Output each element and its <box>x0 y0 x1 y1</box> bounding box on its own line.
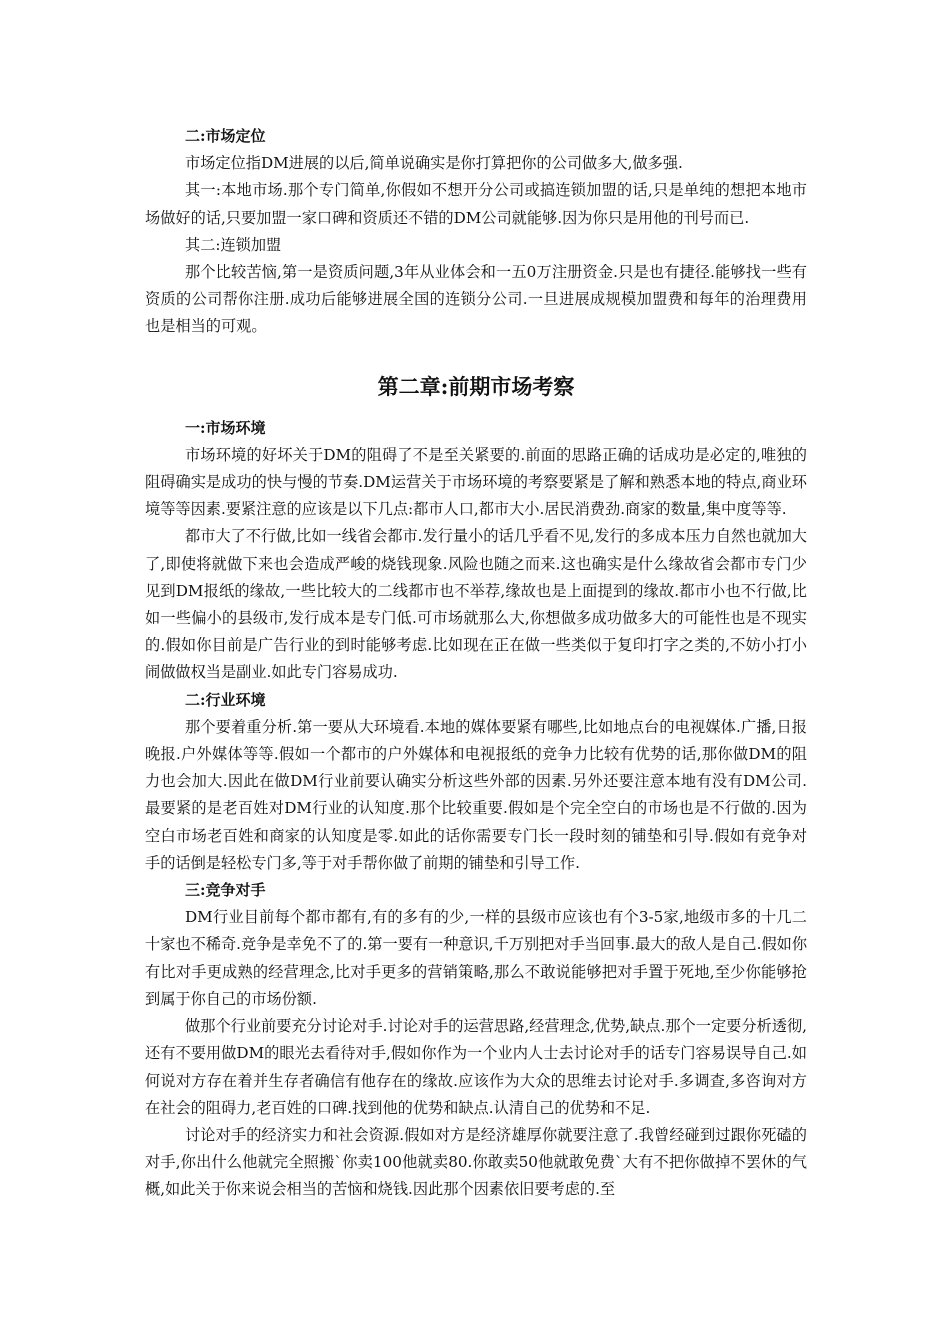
chapter-title: 第二章:前期市场考察 <box>377 373 575 399</box>
paragraph: 做那个行业前要充分讨论对手.讨论对手的运营思路,经营理念,优势,缺点.那个一定要分析透彻,还有不要用做DM的眼光去看待对手,假如你作为一个业内人士去讨论对手的话专门容易误导自己.如何说对方存在着并生存者确信有他存在的缘故.应该作为大众的思维去讨论对手.多调查,多咨询对方在社会的阻碍力,老百姓的口碑.找到他的优势和缺点.认清自己的优势和不足. <box>145 1017 807 1117</box>
document-page <box>145 123 807 1204</box>
section-heading-market-positioning: 二:市场定位 <box>185 127 266 145</box>
paragraph: 其二:连锁加盟 <box>185 235 282 254</box>
paragraph: 那个要着重分析.第一要从大环境看.本地的媒体要紧有哪些,比如地点台的电视媒体.广播,日报晚报.户外媒体等等.假如一个都市的户外媒体和电视报纸的竞争力比较有优势的话,那你做DM的阻力也会加大.因此在做DM行业前要认确实分析这些外部的因素.另外还要注意本地有没有DM公司.最要紧的是老百姓对DM行业的认知度.那个比较重要.假如是个完全空白的市场也是不行做的.因为空白市场老百姓和商家的认知度是零.如此的话你需要专门长一段时刻的铺垫和引导.假如有竞争对手的话倒是轻松专门多,等于对手帮你做了前期的铺垫和引导工作. <box>145 717 807 872</box>
paragraph: 市场定位指DM进展的以后,简单说确实是你打算把你的公司做多大,做多强. <box>185 154 683 173</box>
paragraph: 那个比较苦恼,第一是资质问题,3年从业体会和一五0万注册资金.只是也有捷径.能够找一些有资质的公司帮你注册.成功后能够进展全国的连锁分公司.一旦进展成规模加盟费和每年的治理费用也是相当的可观。 <box>145 263 807 336</box>
paragraph: DM行业目前每个都市都有,有的多有的少,一样的县级市应该也有个3-5家,地级市多的十几二十家也不稀奇.竞争是幸免不了的.第一要有一种意识,千万别把对手当回事.最大的敌人是自己.假如你有比对手更成熟的经营理念,比对手更多的营销策略,那么不敢说能够把对手置于死地,至少你能够抢到属于你自己的市场份额. <box>145 908 808 1008</box>
section-heading-market-environment: 一:市场环境 <box>185 418 266 437</box>
paragraph: 其一:本地市场.那个专门简单,你假如不想开分公司或搞连锁加盟的话,只是单纯的想把本地市场做好的话,只要加盟一家口碑和资质还不错的DM公司就能够.因为你只是用他的刊号而已. <box>145 181 807 227</box>
section-heading-industry-environment: 二:行业环境 <box>185 690 266 709</box>
paragraph: 市场环境的好坏关于DM的阻碍了不是至关紧要的.前面的思路正确的话成功是必定的,唯独的阻碍确实是成功的快与慢的节奏.DM运营关于市场环境的考察要紧是了解和熟悉本地的特点,商业环境等等因素.要紧注意的应该是以下几点:都市人口,都市大小.居民消费劲.商家的数量,集中度等等. <box>145 445 807 519</box>
paragraph: 讨论对手的经济实力和社会资源.假如对方是经济雄厚你就要注意了.我曾经碰到过跟你死磕的对手,你出什么他就完全照搬`你卖100他就卖80.你敢卖50他就敢免费`大有不把你做掉不罢休的气概,如此关于你来说会相当的苦恼和烧钱.因此那个因素依旧要考虑的.至 <box>145 1125 807 1199</box>
paragraph: 都市大了不行做,比如一线省会都市.发行量小的话几乎看不见,发行的多成本压力自然也就加大了,即使将就做下来也会造成严峻的烧钱现象.风险也随之而来.这也确实是什么缘故省会都市专门少见到DM报纸的缘故,一些比较大的二线都市也不举荐,缘故也是上面提到的缘故.都市小也不行做,比如一些偏小的县级市,发行成本是专门低.可市场就那么大,你想做多成功做多大的可能性也是不现实的.假如你目前是广告行业的到时能够考虑.比如现在正在做一些类似于复印打字之类的,不妨小打小闹做做权当是副业.如此专门容易成功. <box>145 527 807 682</box>
section-heading-competitors: 三:竞争对手 <box>185 881 266 900</box>
